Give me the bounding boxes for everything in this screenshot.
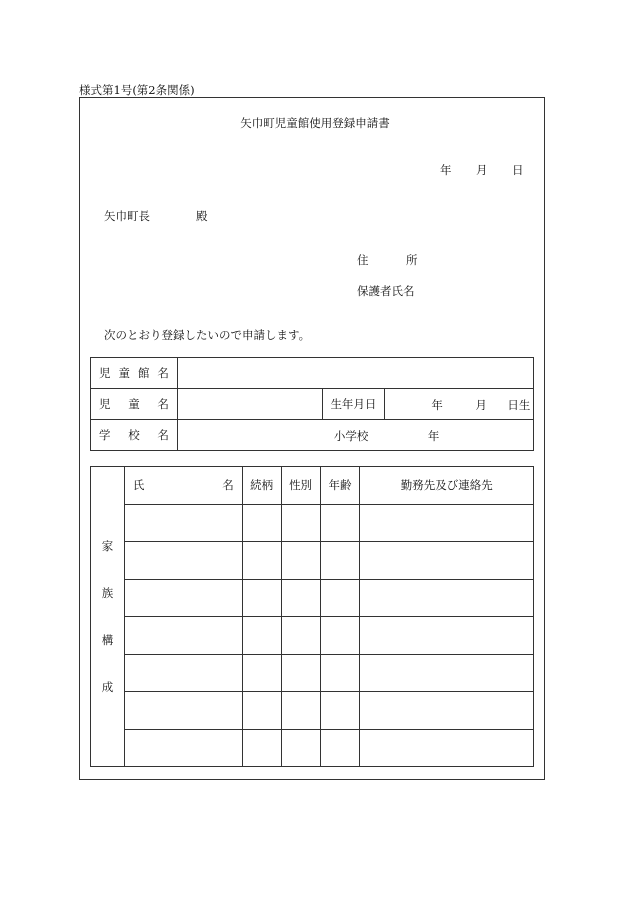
intro-text: 次のとおり登録したいので申請します。 <box>104 328 311 342</box>
family-row <box>91 617 534 655</box>
work-contact-cell[interactable] <box>360 729 534 767</box>
address-label-part1: 住 <box>357 253 369 267</box>
family-name-cell[interactable] <box>124 729 242 767</box>
age-cell[interactable] <box>320 692 360 730</box>
school-type-label: 小学校 <box>333 429 369 443</box>
date-year-label: 年 <box>440 163 452 177</box>
addressee: 矢巾町長 <box>104 209 150 223</box>
family-name-cell[interactable] <box>124 617 242 655</box>
school-row <box>91 420 534 451</box>
form-number-label: 様式第1号(第2条関係) <box>79 83 195 97</box>
age-cell[interactable] <box>320 504 360 542</box>
relation-cell[interactable] <box>242 579 281 617</box>
age-cell[interactable] <box>320 654 360 692</box>
child-name-label: 児 童 名 <box>91 389 178 420</box>
gender-header: 性別 <box>281 467 320 505</box>
age-header: 年齢 <box>320 467 360 505</box>
family-row <box>91 654 534 692</box>
family-name-cell[interactable] <box>124 542 242 580</box>
facility-row <box>91 358 534 389</box>
work-contact-cell[interactable] <box>360 542 534 580</box>
family-name-cell[interactable] <box>124 654 242 692</box>
facility-name-label: 児 童 館 名 <box>91 358 178 389</box>
gender-cell[interactable] <box>281 729 320 767</box>
date-day-label: 日 <box>512 163 524 177</box>
relation-cell[interactable] <box>242 542 281 580</box>
gender-cell[interactable] <box>281 692 320 730</box>
work-contact-cell[interactable] <box>360 692 534 730</box>
age-cell[interactable] <box>320 579 360 617</box>
applicant-info-table <box>90 357 534 451</box>
age-cell[interactable] <box>320 617 360 655</box>
child-row <box>91 389 534 420</box>
gender-cell[interactable] <box>281 579 320 617</box>
grade-label: 年 <box>427 429 440 443</box>
age-cell[interactable] <box>320 729 360 767</box>
school-field[interactable] <box>177 420 533 451</box>
school-name-label: 学 校 名 <box>91 420 178 451</box>
family-side-label: 家 族 構 成 <box>91 467 125 767</box>
relation-header: 続柄 <box>242 467 281 505</box>
form-title: 矢巾町児童館使用登録申請書 <box>240 116 390 130</box>
gender-cell[interactable] <box>281 542 320 580</box>
work-contact-cell[interactable] <box>360 654 534 692</box>
work-contact-header: 勤務先及び連絡先 <box>360 467 534 505</box>
relation-cell[interactable] <box>242 729 281 767</box>
work-contact-cell[interactable] <box>360 617 534 655</box>
family-row <box>91 504 534 542</box>
birthdate-field[interactable]: 年 月 日生 <box>385 389 534 420</box>
work-contact-cell[interactable] <box>360 504 534 542</box>
relation-cell[interactable] <box>242 617 281 655</box>
family-row <box>91 542 534 580</box>
age-cell[interactable] <box>320 542 360 580</box>
gender-cell[interactable] <box>281 504 320 542</box>
gender-cell[interactable] <box>281 617 320 655</box>
relation-cell[interactable] <box>242 504 281 542</box>
name-header: 氏 名 <box>124 467 242 505</box>
family-row <box>91 579 534 617</box>
birthdate-label: 生年月日 <box>322 389 385 420</box>
facility-name-field[interactable] <box>177 358 533 389</box>
work-contact-cell[interactable] <box>360 579 534 617</box>
family-name-cell[interactable] <box>124 692 242 730</box>
family-header-row <box>91 467 534 505</box>
family-row <box>91 692 534 730</box>
date-month-label: 月 <box>476 163 488 177</box>
child-name-field[interactable] <box>177 389 322 420</box>
relation-cell[interactable] <box>242 654 281 692</box>
guardian-name-label: 保護者氏名 <box>357 284 415 298</box>
relation-cell[interactable] <box>242 692 281 730</box>
family-name-cell[interactable] <box>124 504 242 542</box>
family-row <box>91 729 534 767</box>
family-composition-table <box>90 466 534 767</box>
family-name-cell[interactable] <box>124 579 242 617</box>
gender-cell[interactable] <box>281 654 320 692</box>
address-label-part2: 所 <box>406 253 418 267</box>
honorific: 殿 <box>196 209 208 223</box>
